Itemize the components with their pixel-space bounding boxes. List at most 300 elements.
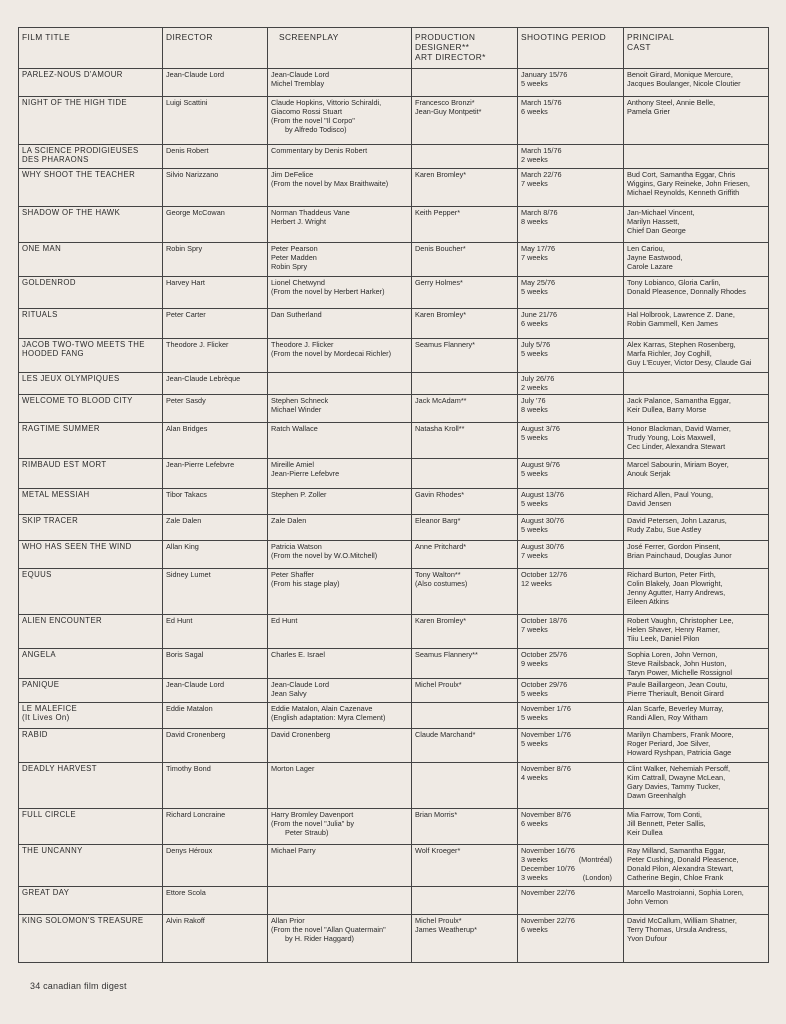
- cell-screenplay: [268, 97, 412, 145]
- cast-text: Pierre Theriault, Benoit Girard: [627, 689, 724, 698]
- title-text: EQUUS: [22, 570, 52, 579]
- director-text: David Cronenberg: [166, 730, 226, 739]
- cell-cast: [624, 887, 769, 915]
- cell-title: [19, 569, 163, 615]
- table-row: [19, 169, 769, 207]
- header-principal-cast: PRINCIPAL CAST: [624, 28, 769, 69]
- screenplay-text: Commentary by Denis Robert: [271, 146, 368, 155]
- screenplay-text: (From the novel by Mordecai Richler): [271, 349, 392, 358]
- designer-text: Jack McAdam**: [415, 396, 467, 405]
- cell-period: [518, 145, 624, 169]
- cell-director: [163, 763, 268, 809]
- director-text: Eddie Matalon: [166, 704, 213, 713]
- cell-director: [163, 729, 268, 763]
- designer-text: Gavin Rhodes*: [415, 490, 465, 499]
- cell-designer: [412, 243, 518, 277]
- cast-text: Len Cariou,: [627, 244, 665, 253]
- cell-screenplay: [268, 615, 412, 649]
- cell-designer: [412, 845, 518, 887]
- screenplay-text: (English adaptation: Myra Clement): [271, 713, 386, 722]
- cast-text: Bud Cort, Samantha Eggar, Chris: [627, 170, 736, 179]
- cell-title: [19, 649, 163, 679]
- period-text: 9 weeks: [521, 659, 548, 668]
- cast-text: Steve Railsback, John Huston,: [627, 659, 727, 668]
- cell-period: [518, 169, 624, 207]
- period-text: June 21/76: [521, 310, 558, 319]
- period-text: November 16/76: [521, 846, 575, 855]
- cell-cast: [624, 541, 769, 569]
- cell-designer: [412, 145, 518, 169]
- cast-text: Donald Pleasence, Donnally Rhodes: [627, 287, 746, 296]
- header-screenplay: SCREENPLAY: [268, 28, 412, 69]
- cast-text: Yvon Dufour: [627, 934, 668, 943]
- cell-cast: [624, 915, 769, 963]
- header-designer: PRODUCTION DESIGNER** ART DIRECTOR*: [412, 28, 518, 69]
- cell-period: [518, 373, 624, 395]
- cell-screenplay: [268, 309, 412, 339]
- period-text: 12 weeks: [521, 579, 552, 588]
- period-text: November 8/76: [521, 764, 571, 773]
- cell-designer: [412, 277, 518, 309]
- cell-title: [19, 459, 163, 489]
- table-row: [19, 703, 769, 729]
- cast-text: Rudy Zabu, Sue Astley: [627, 525, 702, 534]
- screenplay-text: (From the novel "Allan Quatermain": [271, 925, 386, 934]
- period-text: 6 weeks: [521, 319, 548, 328]
- cell-screenplay: [268, 395, 412, 423]
- screenplay-text: Claude Hopkins, Vittorio Schiraldi,: [271, 98, 382, 107]
- cast-text: Brian Painchaud, Douglas Junor: [627, 551, 732, 560]
- cast-text: Paule Baillargeon, Jean Coutu,: [627, 680, 728, 689]
- screenplay-text: Robin Spry: [271, 262, 308, 271]
- cell-director: [163, 489, 268, 515]
- period-text: 5 weeks: [521, 499, 548, 508]
- director-text: Jean-Claude Lord: [166, 70, 225, 79]
- title-text: PANIQUE: [22, 680, 60, 689]
- cast-text: Pamela Grier: [627, 107, 670, 116]
- screenplay-text: Jean-Claude Lord: [271, 70, 330, 79]
- period-text: July 26/76: [521, 374, 555, 383]
- screenplay-text: David Cronenberg: [271, 730, 331, 739]
- period-text: 8 weeks: [521, 405, 548, 414]
- title-text: RITUALS: [22, 310, 58, 319]
- table-row: [19, 373, 769, 395]
- cell-designer: [412, 887, 518, 915]
- cell-period: [518, 395, 624, 423]
- title-text: WHY SHOOT THE TEACHER: [22, 170, 136, 179]
- cast-text: Colin Blakely, Joan Plowright,: [627, 579, 723, 588]
- cell-title: [19, 69, 163, 97]
- cell-designer: [412, 649, 518, 679]
- cell-cast: [624, 569, 769, 615]
- screenplay-text: Stephen Schneck: [271, 396, 329, 405]
- screenplay-text: Peter Pearson: [271, 244, 318, 253]
- cast-text: Marilyn Chambers, Frank Moore,: [627, 730, 734, 739]
- table-row: [19, 277, 769, 309]
- cast-text: Gary Davies, Tammy Tucker,: [627, 782, 721, 791]
- cell-cast: [624, 423, 769, 459]
- cell-screenplay: [268, 373, 412, 395]
- cell-screenplay: [268, 515, 412, 541]
- cast-text: Carole Lazare: [627, 262, 673, 271]
- cell-director: [163, 615, 268, 649]
- title-text: ALIEN ENCOUNTER: [22, 616, 103, 625]
- cast-text: Donald Pilon, Alexandra Stewart,: [627, 864, 734, 873]
- cell-title: [19, 845, 163, 887]
- cell-period: [518, 423, 624, 459]
- cell-director: [163, 145, 268, 169]
- period-text: August 3/76: [521, 424, 560, 433]
- cell-title: [19, 809, 163, 845]
- designer-text: Karen Bromley*: [415, 310, 467, 319]
- title-text: DES PHARAONS: [22, 155, 89, 164]
- table-row: [19, 423, 769, 459]
- period-city: (Montréal): [578, 855, 612, 864]
- period-text: 5 weeks: [521, 79, 548, 88]
- period-text: November 22/76: [521, 916, 575, 925]
- period-text: May 17/76: [521, 244, 556, 253]
- cell-title: [19, 243, 163, 277]
- designer-text: Claude Marchand*: [415, 730, 476, 739]
- cell-designer: [412, 703, 518, 729]
- table-row: [19, 207, 769, 243]
- cell-cast: [624, 845, 769, 887]
- screenplay-text: Jean Salvy: [271, 689, 307, 698]
- period-text: 6 weeks: [521, 819, 548, 828]
- cell-title: [19, 887, 163, 915]
- designer-text: Michel Proulx*: [415, 916, 462, 925]
- screenplay-text: (From his stage play): [271, 579, 340, 588]
- table-header-row: [19, 28, 769, 69]
- director-text: Tibor Takacs: [166, 490, 207, 499]
- designer-text: Michel Proulx*: [415, 680, 462, 689]
- cell-title: [19, 615, 163, 649]
- cast-text: Tony Lobianco, Gloria Carlin,: [627, 278, 721, 287]
- cast-text: Kim Cattrall, Dwayne McLean,: [627, 773, 726, 782]
- cell-period: [518, 763, 624, 809]
- cast-text: Sophia Loren, John Vernon,: [627, 650, 718, 659]
- cast-text: Dawn Greenhalgh: [627, 791, 686, 800]
- designer-text: Anne Pritchard*: [415, 542, 467, 551]
- cell-cast: [624, 207, 769, 243]
- cast-text: Terry Thomas, Ursula Andress,: [627, 925, 728, 934]
- designer-text: Brian Morris*: [415, 810, 458, 819]
- cast-text: Howard Ryshpan, Patricia Gage: [627, 748, 732, 757]
- cast-text: Guy L'Ecuyer, Victor Desy, Claude Gai: [627, 358, 752, 367]
- cell-designer: [412, 69, 518, 97]
- title-text: (It Lives On): [22, 713, 70, 722]
- period-text: 5 weeks: [521, 739, 548, 748]
- screenplay-text: Herbert J. Wright: [271, 217, 327, 226]
- title-text: DEADLY HARVEST: [22, 764, 97, 773]
- cell-screenplay: [268, 243, 412, 277]
- cell-period: [518, 703, 624, 729]
- cell-period: [518, 887, 624, 915]
- cast-text: Taryn Power, Michelle Rossignol: [627, 668, 733, 677]
- cell-screenplay: [268, 339, 412, 373]
- screenplay-text: Ratch Wallace: [271, 424, 318, 433]
- director-text: Sidney Lumet: [166, 570, 211, 579]
- screenplay-text: Harry Bromley Davenport: [271, 810, 354, 819]
- period-text: 2 weeks: [521, 383, 548, 392]
- cell-title: [19, 729, 163, 763]
- cell-designer: [412, 309, 518, 339]
- cell-designer: [412, 915, 518, 963]
- cell-period: [518, 69, 624, 97]
- cell-designer: [412, 569, 518, 615]
- period-text: 2 weeks: [521, 155, 548, 164]
- cell-designer: [412, 423, 518, 459]
- director-text: Allan King: [166, 542, 199, 551]
- cell-cast: [624, 615, 769, 649]
- film-production-table-page: [18, 27, 768, 963]
- designer-text: Keith Pepper*: [415, 208, 461, 217]
- cell-director: [163, 423, 268, 459]
- period-text: 8 weeks: [521, 217, 548, 226]
- cell-screenplay: [268, 145, 412, 169]
- table-row: [19, 489, 769, 515]
- cast-text: Ray Milland, Samantha Eggar,: [627, 846, 726, 855]
- period-text: November 22/76: [521, 888, 575, 897]
- cell-cast: [624, 809, 769, 845]
- screenplay-text: Giacomo Rossi Stuart: [271, 107, 342, 116]
- cell-cast: [624, 373, 769, 395]
- period-text: January 15/76: [521, 70, 568, 79]
- screenplay-text: (From the novel by W.O.Mitchell): [271, 551, 378, 560]
- cell-title: [19, 373, 163, 395]
- period-text: March 8/76: [521, 208, 558, 217]
- screenplay-text: Peter Shaffer: [271, 570, 314, 579]
- cell-director: [163, 169, 268, 207]
- screenplay-text: Allan Prior: [271, 916, 305, 925]
- title-text: JACOB TWO-TWO MEETS THE: [22, 340, 145, 349]
- cell-period: [518, 541, 624, 569]
- cell-title: [19, 339, 163, 373]
- cell-screenplay: [268, 541, 412, 569]
- title-text: THE UNCANNY: [22, 846, 83, 855]
- period-text: 5 weeks: [521, 433, 548, 442]
- period-text: 5 weeks: [521, 287, 548, 296]
- table-row: [19, 515, 769, 541]
- director-text: Luigi Scattini: [166, 98, 208, 107]
- table-row: [19, 679, 769, 703]
- cell-period: [518, 729, 624, 763]
- cell-title: [19, 277, 163, 309]
- cell-title: [19, 541, 163, 569]
- cell-period: [518, 459, 624, 489]
- cell-period: [518, 569, 624, 615]
- designer-text: Seamus Flannery*: [415, 340, 476, 349]
- title-text: WELCOME TO BLOOD CITY: [22, 396, 133, 405]
- film-production-table: [18, 27, 769, 963]
- cell-director: [163, 541, 268, 569]
- period-text: May 25/76: [521, 278, 556, 287]
- cast-text: Benoit Girard, Monique Mercure,: [627, 70, 733, 79]
- director-text: Theodore J. Flicker: [166, 340, 229, 349]
- designer-text: James Weatherup*: [415, 925, 477, 934]
- period-text: 4 weeks: [521, 773, 548, 782]
- table-row: [19, 459, 769, 489]
- cell-cast: [624, 649, 769, 679]
- table-row: [19, 845, 769, 887]
- cell-director: [163, 373, 268, 395]
- cell-designer: [412, 339, 518, 373]
- cell-director: [163, 915, 268, 963]
- designer-text: (Also costumes): [415, 579, 468, 588]
- screenplay-text: Lionel Chetwynd: [271, 278, 325, 287]
- director-text: Jean-Claude Lord: [166, 680, 225, 689]
- header-director: DIRECTOR: [163, 28, 268, 69]
- cell-screenplay: [268, 763, 412, 809]
- cell-period: [518, 309, 624, 339]
- period-text: 6 weeks: [521, 107, 548, 116]
- cell-director: [163, 515, 268, 541]
- screenplay-text: (From the novel by Herbert Harker): [271, 287, 385, 296]
- cell-title: [19, 207, 163, 243]
- period-text: 7 weeks: [521, 551, 548, 560]
- period-city: (London): [582, 873, 612, 882]
- table-row: [19, 915, 769, 963]
- director-text: Harvey Hart: [166, 278, 205, 287]
- cast-text: Cec Linder, Alexandra Stewart: [627, 442, 726, 451]
- cell-screenplay: [268, 845, 412, 887]
- cell-designer: [412, 489, 518, 515]
- screenplay-text: Peter Madden: [271, 253, 317, 262]
- screenplay-text: Jim DeFelice: [271, 170, 314, 179]
- cast-text: Jenny Agutter, Harry Andrews,: [627, 588, 726, 597]
- cast-text: Alan Scarfe, Beverley Murray,: [627, 704, 724, 713]
- cell-period: [518, 845, 624, 887]
- title-text: LE MALEFICE: [22, 704, 78, 713]
- header-film-title: FILM TITLE: [19, 28, 163, 69]
- period-text: 5 weeks: [521, 525, 548, 534]
- director-text: Alvin Rakoff: [166, 916, 205, 925]
- table-body: [19, 69, 769, 963]
- director-text: Denis Robert: [166, 146, 209, 155]
- period-text: 3 weeks: [521, 873, 548, 882]
- title-text: METAL MESSIAH: [22, 490, 90, 499]
- cast-text: José Ferrer, Gordon Pinsent,: [627, 542, 721, 551]
- cell-director: [163, 459, 268, 489]
- cast-text: John Vernon: [627, 897, 668, 906]
- director-text: Robin Spry: [166, 244, 203, 253]
- cast-text: Tiiu Leek, Daniel Pilon: [627, 634, 700, 643]
- cell-screenplay: [268, 69, 412, 97]
- cell-designer: [412, 395, 518, 423]
- period-text: 6 weeks: [521, 925, 548, 934]
- cell-title: [19, 915, 163, 963]
- screenplay-text: (From the novel by Max Braithwaite): [271, 179, 389, 188]
- cell-screenplay: [268, 809, 412, 845]
- cast-text: Michael Reynolds, Kenneth Griffith: [627, 188, 740, 197]
- cell-designer: [412, 541, 518, 569]
- cell-period: [518, 515, 624, 541]
- cell-period: [518, 339, 624, 373]
- cast-text: David Petersen, John Lazarus,: [627, 516, 727, 525]
- title-text: SHADOW OF THE HAWK: [22, 208, 121, 217]
- cell-screenplay: [268, 649, 412, 679]
- cast-text: Clint Walker, Nehemiah Persoff,: [627, 764, 731, 773]
- cast-text: David McCallum, William Shatner,: [627, 916, 737, 925]
- cast-text: Mia Farrow, Tom Conti,: [627, 810, 702, 819]
- designer-text: Tony Walton**: [415, 570, 461, 579]
- director-text: Richard Loncraine: [166, 810, 226, 819]
- title-text: GREAT DAY: [22, 888, 70, 897]
- cell-title: [19, 679, 163, 703]
- director-text: Peter Sasdy: [166, 396, 206, 405]
- period-text: March 15/76: [521, 146, 562, 155]
- title-text: RIMBAUD EST MORT: [22, 460, 107, 469]
- cell-designer: [412, 679, 518, 703]
- cast-text: Hal Holbrook, Lawrence Z. Dane,: [627, 310, 735, 319]
- director-text: Timothy Bond: [166, 764, 211, 773]
- period-text: November 8/76: [521, 810, 571, 819]
- cell-screenplay: [268, 277, 412, 309]
- cell-title: [19, 309, 163, 339]
- table-row: [19, 309, 769, 339]
- designer-text: Denis Boucher*: [415, 244, 466, 253]
- title-text: SKIP TRACER: [22, 516, 79, 525]
- screenplay-text: by H. Rider Haggard): [285, 934, 354, 943]
- director-text: Denys Héroux: [166, 846, 213, 855]
- cell-director: [163, 243, 268, 277]
- table-row: [19, 339, 769, 373]
- cell-screenplay: [268, 459, 412, 489]
- cell-screenplay: [268, 489, 412, 515]
- table-row: [19, 69, 769, 97]
- cell-director: [163, 395, 268, 423]
- cast-text: Jack Palance, Samantha Eggar,: [627, 396, 731, 405]
- period-text: July '76: [521, 396, 546, 405]
- cast-text: Keir Dullea: [627, 828, 663, 837]
- cast-text: Jacques Boulanger, Nicole Cloutier: [627, 79, 741, 88]
- period-text: August 30/76: [521, 542, 565, 551]
- cell-screenplay: [268, 569, 412, 615]
- cell-screenplay: [268, 915, 412, 963]
- cast-text: Trudy Young, Lois Maxwell,: [627, 433, 716, 442]
- period-text: 5 weeks: [521, 349, 548, 358]
- screenplay-text: by Alfredo Todisco): [285, 125, 347, 134]
- cast-text: Peter Cushing, Donald Pleasence,: [627, 855, 739, 864]
- cell-title: [19, 489, 163, 515]
- title-text: RAGTIME SUMMER: [22, 424, 100, 433]
- screenplay-text: Michel Tremblay: [271, 79, 325, 88]
- screenplay-text: Zale Dalen: [271, 516, 307, 525]
- period-text: 7 weeks: [521, 625, 548, 634]
- cell-designer: [412, 809, 518, 845]
- cast-text: Robin Gammell, Ken James: [627, 319, 718, 328]
- cell-designer: [412, 207, 518, 243]
- cell-title: [19, 763, 163, 809]
- designer-text: Gerry Holmes*: [415, 278, 463, 287]
- cast-text: Anthony Steel, Annie Belle,: [627, 98, 716, 107]
- cast-text: Richard Allen, Paul Young,: [627, 490, 714, 499]
- cast-text: Catherine Begin, Chloe Frank: [627, 873, 724, 882]
- cell-period: [518, 679, 624, 703]
- cell-cast: [624, 395, 769, 423]
- cell-cast: [624, 69, 769, 97]
- cell-cast: [624, 277, 769, 309]
- cell-screenplay: [268, 423, 412, 459]
- cell-period: [518, 915, 624, 963]
- cell-cast: [624, 243, 769, 277]
- director-text: George McCowan: [166, 208, 225, 217]
- table-row: [19, 97, 769, 145]
- designer-text: Karen Bromley*: [415, 616, 467, 625]
- cell-screenplay: [268, 703, 412, 729]
- screenplay-text: Stephen P. Zoller: [271, 490, 327, 499]
- director-text: Boris Sagal: [166, 650, 204, 659]
